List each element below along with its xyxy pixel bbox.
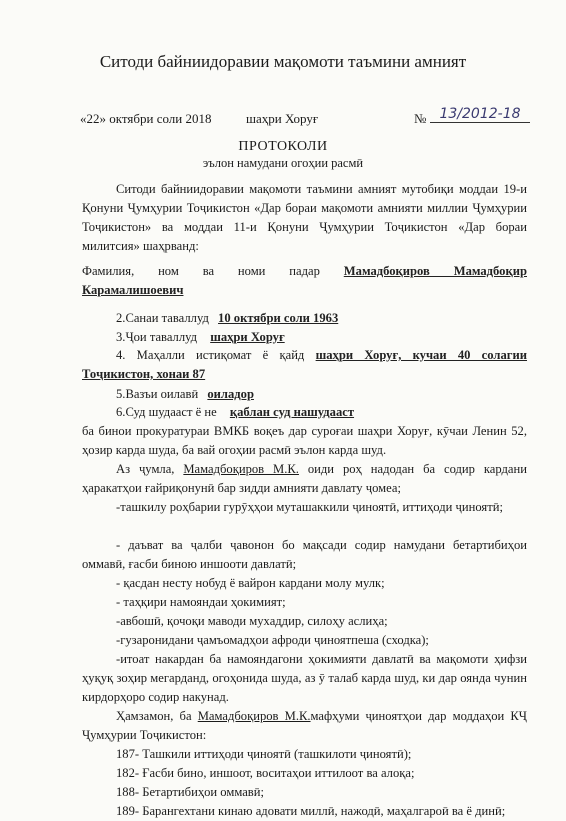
article-item: 189- Барангехтани кинаю адовати миллӣ, нажодӣ, маҳалгароӣ ва ё динӣ; bbox=[116, 804, 506, 818]
list-item: - даъват ва ҷалби ҷавонон бо мақсади содир намудани бетартибиҳои оммавӣ, ғасби биною иншооти давлатӣ; bbox=[82, 538, 527, 571]
residence-value-2: Тоҷикистон, хонаи 87 bbox=[82, 367, 206, 381]
intro-paragraph: Ситоди байниидоравии мақомоти таъмини амният мутобиқи моддаи 19-и Қонуни Ҷумҳурии Тоҷикистон «Дар бораи мақомоти амнияти миллии Ҷумҳурии Тоҷикистон» ва моддаи 11-и Қонуни Ҷумҳурии Тоҷикистон «Дар бораи милитсия» шаҳрванд: bbox=[82, 182, 527, 253]
among-name: Мамадбоқиров М.К. bbox=[183, 462, 299, 476]
residence-value-1: шаҳри Хоруғ, кучаи 40 солагии bbox=[315, 348, 528, 362]
simultaneous-paragraph bbox=[82, 707, 527, 745]
birthdate-label: 2.Санаи таваллуд bbox=[116, 311, 209, 325]
simultaneous-prefix: Ҳамзамон, ба bbox=[116, 709, 192, 723]
birthdate-line bbox=[82, 309, 561, 328]
person-name-line bbox=[82, 262, 527, 281]
simultaneous-rest: мафҳуми ҷиноятҳои дар моддаҳои КҶ Ҷумҳурии Тоҷикистон: bbox=[82, 709, 527, 742]
family-value: оиладор bbox=[207, 387, 254, 401]
list-item: -итоат накардан ба намояндагони ҳокимияти давлатӣ ва мақомоти ҳифзи ҳуқуқ зоҳир мегарданд, огоҳонида шуда, аз ӯ талаб карда шуд, ки дар оянда чунин кирдорҳоро содир накунад. bbox=[82, 652, 527, 704]
person-name-line-2 bbox=[82, 281, 527, 300]
residence-label: 4. Маҳалли истиқомат ё қайд bbox=[116, 348, 305, 362]
article-item: 188- Бетартибиҳои оммавӣ; bbox=[116, 785, 264, 799]
person-name-value-1: Мамадбоқиров Мамадбоқир bbox=[343, 264, 527, 278]
person-name-label: Фамилия, ном ва номи падар bbox=[82, 264, 320, 278]
list-item: -авбошӣ, қочоқи маводи мухаддир, силоҳу аслиҳа; bbox=[116, 614, 388, 628]
protocol-subtitle: эълон намудани огоҳии расмӣ bbox=[202, 156, 364, 170]
basis-paragraph: ба бинои прокуратураи ВМКБ воқеъ дар суроғаи шаҳри Хоруғ, кӯчаи Ленин 52, ҳозир карда шуда, ба вай огоҳии расмӣ эълон карда шуд. bbox=[82, 424, 527, 457]
list-item: -ташкилу роҳбарии гурӯҳҳои муташаккили ҷиноятӣ, иттиҳоди ҷиноятӣ; bbox=[116, 500, 503, 514]
birthplace-value: шаҳри Хоруғ bbox=[210, 330, 285, 344]
document-date: «22» октябри соли 2018 bbox=[80, 111, 212, 126]
among-rest: оиди роҳ надодан ба содир кардани ҳаракатҳои ғайриқонунӣ бар зидди амнияти давлату ҷомеа; bbox=[82, 462, 527, 495]
conviction-label: 6.Суд шудааст ё не bbox=[116, 405, 217, 419]
birthplace-line bbox=[82, 328, 561, 347]
conviction-line bbox=[82, 403, 561, 422]
document-number-value: 13/2012-18 bbox=[430, 106, 530, 123]
family-line bbox=[82, 385, 561, 404]
person-name-value-2: Карамалишоевич bbox=[82, 283, 184, 297]
among-paragraph bbox=[82, 460, 527, 498]
list-item: -гузаронидани ҷамъомадҳои афроди ҷиноятпеша (сходка); bbox=[116, 633, 429, 647]
document-header-title: Ситоди байниидоравии мақомоти таъмини амният bbox=[99, 52, 467, 71]
birthplace-label: 3.Ҷои таваллуд bbox=[116, 330, 198, 344]
residence-line bbox=[82, 346, 527, 365]
family-label: 5.Вазъи оилавӣ bbox=[116, 387, 199, 401]
document-city: шаҳри Хоруғ bbox=[246, 111, 319, 126]
birthdate-value: 10 октябри соли 1963 bbox=[218, 311, 339, 325]
document-number-label: № bbox=[414, 111, 427, 126]
simultaneous-name: Мамадбоқиров М.К. bbox=[197, 709, 311, 723]
residence-line-2 bbox=[82, 365, 527, 384]
protocol-title: ПРОТОКОЛИ bbox=[238, 139, 328, 154]
among-prefix: Аз ҷумла, bbox=[116, 462, 175, 476]
article-item: 187- Ташкили иттиҳоди ҷиноятӣ (ташкилоти ҷиноятӣ); bbox=[116, 747, 412, 761]
article-item: 182- Ғасби бино, иншоот, воситаҳои иттилоот ва алоқа; bbox=[116, 766, 415, 780]
conviction-value: қаблан суд нашудааст bbox=[229, 405, 355, 419]
list-item: - таҳқири намояндаи ҳокимият; bbox=[116, 595, 286, 609]
list-item: - қасдан несту нобуд ё вайрон кардани молу мулк; bbox=[116, 576, 385, 590]
